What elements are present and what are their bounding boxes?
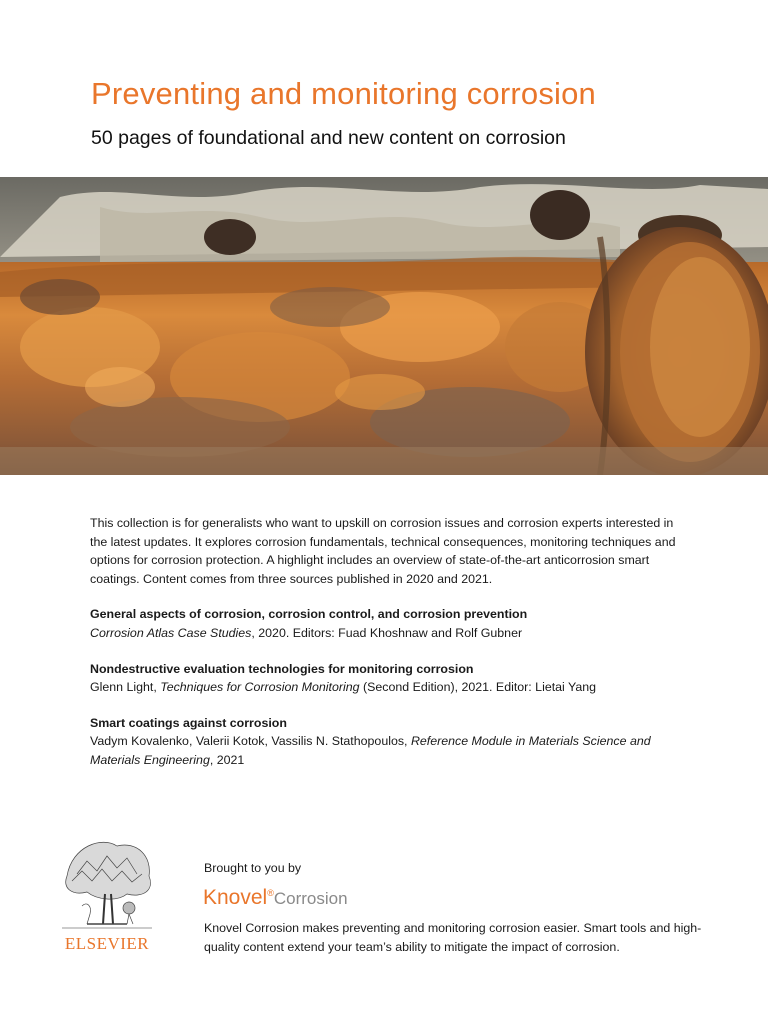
intro-paragraph: This collection is for generalists who want to upskill on corrosion issues and corrosion experts interested in the latest updates. It explores corrosion fundamentals, technical consequences, monitoring techniques and options for corrosion protection. A highlight includes an overview of state-of-the-art anticorrosion smart coatings. Content comes from three sources published in 2020 and 2021. bbox=[90, 516, 676, 586]
section-book-title: Corrosion Atlas Case Studies bbox=[90, 625, 252, 640]
hero-image-rusted-pipe bbox=[0, 177, 768, 475]
page-title: Preventing and monitoring corrosion bbox=[91, 76, 596, 111]
section-details: , 2021 bbox=[209, 752, 245, 767]
section-authors: Vadym Kovalenko, Valerii Kotok, Vassilis N. Stathopoulos, bbox=[90, 734, 411, 749]
elsevier-logo bbox=[57, 836, 157, 956]
section-smart-coatings bbox=[90, 714, 690, 770]
content-body bbox=[90, 514, 690, 787]
page-subtitle: 50 pages of foundational and new content on corrosion bbox=[91, 127, 566, 149]
knovel-brand: Knovel bbox=[203, 886, 268, 909]
section-source bbox=[90, 732, 690, 769]
section-general-aspects bbox=[90, 605, 690, 642]
knovel-corrosion-logo bbox=[203, 886, 348, 910]
knovel-product-name: Corrosion bbox=[273, 889, 348, 908]
section-book-title: Techniques for Corrosion Monitoring bbox=[160, 680, 360, 695]
brought-to-you-by: Brought to you by bbox=[204, 861, 302, 875]
elsevier-wordmark: ELSEVIER bbox=[64, 934, 150, 953]
section-nondestructive-evaluation bbox=[90, 660, 690, 697]
section-details: (Second Edition), 2021. Editor: Lietai Yang bbox=[359, 680, 597, 695]
section-title: Nondestructive evaluation technologies for monitoring corrosion bbox=[90, 661, 474, 676]
registered-mark: ® bbox=[267, 888, 274, 898]
section-details: , 2020. Editors: Fuad Khoshnaw and Rolf Gubner bbox=[251, 625, 523, 640]
section-authors: Glenn Light, bbox=[90, 680, 161, 695]
knovel-description: Knovel Corrosion makes preventing and monitoring corrosion easier. Smart tools and high-quality content extend your team’s ability to mitigate the impact of corrosion. bbox=[204, 921, 702, 954]
section-source bbox=[90, 624, 690, 643]
section-title: Smart coatings against corrosion bbox=[90, 715, 287, 730]
section-title: General aspects of corrosion, corrosion control, and corrosion prevention bbox=[90, 607, 528, 622]
elsevier-tree-icon bbox=[57, 836, 157, 932]
section-book-title: Reference Module in Materials Science and Materials Engineering bbox=[90, 734, 651, 767]
section-source bbox=[90, 678, 690, 697]
